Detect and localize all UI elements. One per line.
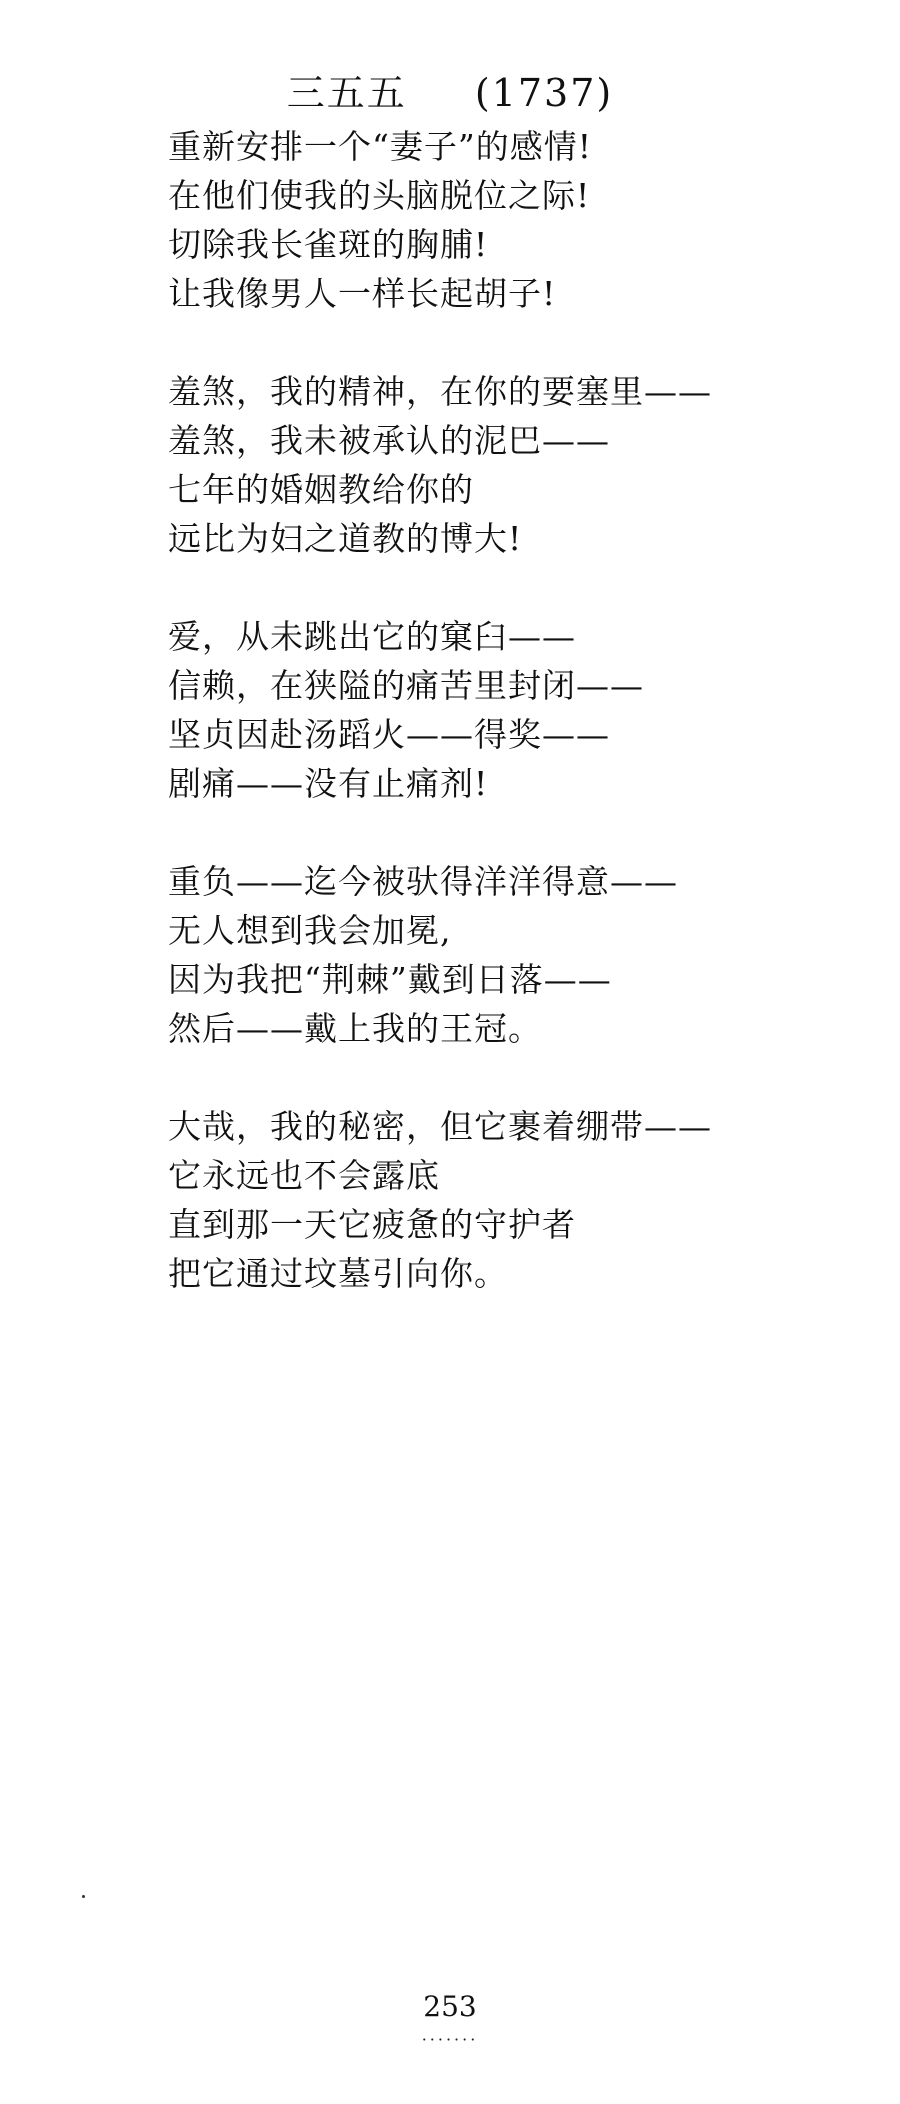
poem-line: 让我像男人一样长起胡子! (168, 274, 557, 313)
poem-line: 爱，从未跳出它的窠臼—— (168, 617, 576, 656)
poem-line: 大哉，我的秘密，但它裹着绷带—— (168, 1107, 712, 1146)
poem-line: 无人想到我会加冕, (168, 911, 452, 950)
stanza-1 (168, 122, 712, 318)
poem-title (0, 62, 900, 117)
poem-line: 在他们使我的头脑脱位之际! (168, 176, 591, 215)
stanza-2 (168, 367, 712, 563)
scan-speck (82, 1895, 85, 1898)
poem-line: 把它通过坟墓引向你。 (168, 1254, 508, 1293)
poem-line: 重新安排一个“妻子”的感情! (168, 127, 593, 166)
page-number: 253 (423, 1990, 477, 2023)
stanza-3 (168, 612, 712, 808)
poem-line: 因为我把“荆棘”戴到日落—— (168, 960, 612, 999)
stanza-5 (168, 1102, 712, 1298)
poem-line: 信赖，在狭隘的痛苦里封闭—— (168, 666, 644, 705)
poem-year: (1737) (474, 71, 614, 115)
poem-body (168, 122, 712, 1347)
poem-line: 重负——迄今被驮得洋洋得意—— (168, 862, 678, 901)
stanza-4 (168, 857, 712, 1053)
poem-line: 然后——戴上我的王冠。 (168, 1009, 542, 1048)
footer-dots: ······· (421, 2030, 479, 2049)
poem-line: 切除我长雀斑的胸脯! (168, 225, 489, 264)
poem-line: 坚贞因赴汤蹈火——得奖—— (168, 715, 610, 754)
poem-line: 羞煞，我的精神，在你的要塞里—— (168, 372, 712, 411)
poem-line: 直到那一天它疲惫的守护者 (168, 1205, 576, 1244)
poem-line: 剧痛——没有止痛剂! (168, 764, 489, 803)
poem-number: 三五五 (286, 71, 407, 115)
poem-line: 它永远也不会露底 (168, 1156, 440, 1195)
poem-line: 七年的婚姻教给你的 (168, 470, 474, 509)
poem-line: 远比为妇之道教的博大! (168, 519, 523, 558)
poem-line: 羞煞，我未被承认的泥巴—— (168, 421, 610, 460)
